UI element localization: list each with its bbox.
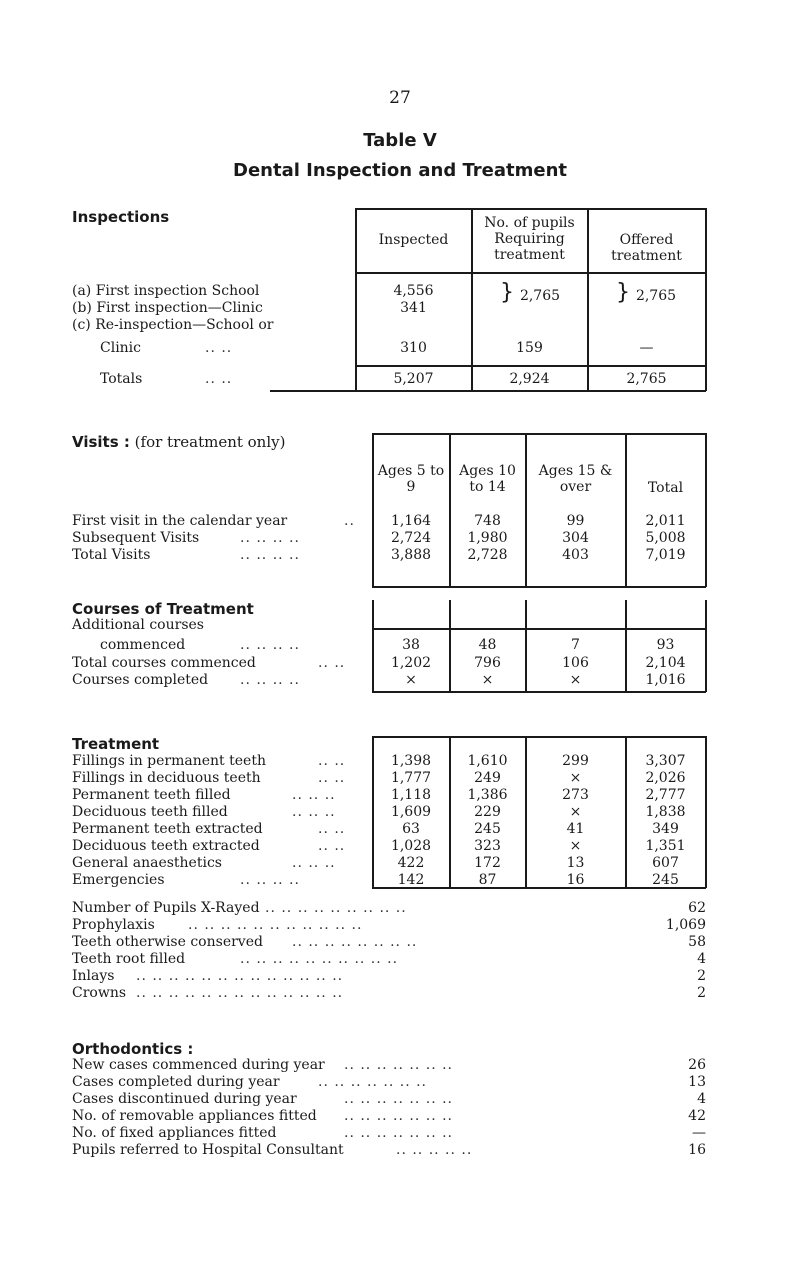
leader-dots: .. .. (318, 655, 346, 671)
inspections-totals-rule (355, 365, 706, 367)
treatment-row-label: Fillings in permanent teeth (72, 753, 266, 769)
visits-cell: 3,888 (390, 547, 432, 563)
courses-row-label: Total courses commenced (72, 655, 256, 671)
leader-dots: .. .. (318, 838, 346, 854)
treatment-cell: 3,307 (645, 753, 686, 769)
leader-dots: .. .. .. (292, 804, 336, 820)
treatment-cell: 1,610 (467, 753, 508, 769)
visits-row-label: Subsequent Visits (72, 530, 200, 546)
treatment-cell: 1,838 (645, 804, 686, 820)
visits-heading-title: Visits : (72, 433, 130, 451)
courses-cell: 7 (571, 637, 580, 653)
treatment-row-label: Permanent teeth extracted (72, 821, 263, 837)
treatment-cell: 249 (474, 770, 501, 786)
visits-col-header: Ages 15 & over (538, 463, 613, 495)
inspection-cell: 2,765 (519, 288, 561, 304)
courses-cell: 1,016 (645, 672, 686, 688)
courses-cell: × (481, 672, 494, 688)
inspections-col-header: Offered treatment (611, 232, 682, 264)
brace-icon: } (500, 280, 514, 305)
treatment-cell: 2,026 (645, 770, 686, 786)
visits-cell: 304 (562, 530, 589, 546)
visits-bottom-rule (372, 586, 706, 588)
inspection-row-label: (a) First inspection School (72, 283, 260, 299)
courses-cell: 1,202 (390, 655, 432, 671)
other-item-value: 2 (697, 968, 706, 984)
orthodontics-item-value: 26 (688, 1057, 706, 1073)
treatment-cell: 172 (474, 855, 501, 871)
inspection-cell: 341 (400, 300, 427, 316)
totals-cell: 2,765 (626, 371, 667, 387)
visits-cell: 1,980 (467, 530, 508, 546)
treatment-row-label: Fillings in deciduous teeth (72, 770, 261, 786)
inspections-col-divider (705, 208, 707, 391)
visits-col-header: Ages 5 to 9 (377, 463, 445, 495)
leader-dots: .. .. .. .. .. .. .. (318, 1074, 428, 1090)
totals-cell: 5,207 (393, 371, 434, 387)
leader-dots: .. .. (318, 753, 346, 769)
visits-cell: 2,728 (467, 547, 508, 563)
visits-col-header: Ages 10 to 14 (459, 463, 516, 495)
orthodontics-item-value: — (692, 1125, 706, 1141)
orthodontics-item-value: 42 (688, 1108, 706, 1124)
courses-col-divider (705, 600, 707, 692)
leader-dots: .. .. .. .. (240, 637, 300, 653)
leader-dots: .. .. .. .. .. .. .. (344, 1125, 454, 1141)
treatment-col-divider (705, 736, 707, 888)
courses-row-label: Additional courses (72, 617, 204, 633)
treatment-cell: 245 (474, 821, 501, 837)
treatment-cell: 607 (652, 855, 679, 871)
visits-heading (72, 433, 285, 451)
leader-dots: .. .. .. .. .. .. .. .. .. .. .. .. .. (136, 968, 344, 984)
treatment-cell: 1,386 (467, 787, 508, 803)
orthodontics-heading: Orthodontics : (72, 1040, 194, 1058)
page-number: 27 (389, 88, 411, 108)
leader-dots: .. .. .. .. .. .. .. .. .. .. (240, 951, 399, 967)
visits-col-divider (525, 433, 527, 587)
other-item-label: Teeth otherwise conserved (72, 934, 263, 950)
other-item-label: Inlays (72, 968, 115, 984)
treatment-cell: 1,118 (390, 787, 432, 803)
other-item-label: Number of Pupils X-Rayed (72, 900, 260, 916)
inspection-row-label: (b) First inspection—Clinic (72, 300, 263, 316)
treatment-cell: 1,777 (390, 770, 432, 786)
visits-col-header: Total (647, 480, 684, 496)
visits-cell: 99 (566, 513, 585, 529)
treatment-cell: 1,028 (390, 838, 432, 854)
leader-dots: .. .. (318, 770, 346, 786)
visits-top-rule (372, 433, 706, 435)
other-item-label: Teeth root filled (72, 951, 186, 967)
treatment-cell: 422 (397, 855, 425, 871)
leader-dots: .. .. .. .. .. .. .. (344, 1108, 454, 1124)
visits-cell: 403 (562, 547, 589, 563)
courses-row-label: Courses completed (72, 672, 209, 688)
leader-dots: .. .. .. .. .. .. .. .. .. .. .. .. .. (136, 985, 344, 1001)
treatment-cell: 2,777 (645, 787, 686, 803)
treatment-cell: 16 (566, 872, 585, 888)
visits-heading-note: (for treatment only) (134, 433, 286, 451)
visits-col-divider (372, 433, 374, 587)
inspection-cell: 159 (516, 340, 543, 356)
courses-row-label: commenced (100, 637, 186, 653)
treatment-cell: 1,609 (390, 804, 432, 820)
treatment-top-rule (372, 736, 706, 738)
leader-dots: .. (344, 513, 355, 529)
visits-cell: 2,724 (390, 530, 432, 546)
treatment-row-label: Permanent teeth filled (72, 787, 231, 803)
inspection-row-label: (c) Re-inspection—School or (72, 317, 274, 333)
courses-cell: 106 (562, 655, 589, 671)
other-item-value: 58 (688, 934, 706, 950)
visits-cell: 1,164 (390, 513, 432, 529)
treatment-cell: 41 (566, 821, 585, 837)
visits-cell: 5,008 (645, 530, 686, 546)
courses-top-rule (372, 628, 706, 630)
other-item-label: Crowns (72, 985, 127, 1001)
brace-icon: } (616, 280, 630, 305)
courses-cell: × (569, 672, 582, 688)
visits-row-label: First visit in the calendar year (72, 513, 288, 529)
totals-cell: 2,924 (509, 371, 550, 387)
orthodontics-item-value: 16 (688, 1142, 706, 1158)
treatment-heading: Treatment (72, 735, 160, 753)
orthodontics-item-label: No. of fixed appliances fitted (72, 1125, 277, 1141)
leader-dots: .. .. .. .. .. .. .. .. .. .. .. (188, 917, 363, 933)
leader-dots: .. .. .. (292, 855, 336, 871)
treatment-row-label: Emergencies (72, 872, 165, 888)
visits-cell: 2,011 (645, 513, 686, 529)
inspections-top-rule (355, 208, 706, 210)
treatment-cell: 1,351 (645, 838, 686, 854)
orthodontics-item-label: Cases discontinued during year (72, 1091, 297, 1107)
visits-row-label: Total Visits (72, 547, 151, 563)
leader-dots: .. .. .. .. (240, 547, 300, 563)
leader-dots: .. .. .. .. .. (396, 1142, 473, 1158)
courses-cell: 2,104 (645, 655, 686, 671)
orthodontics-item-value: 4 (697, 1091, 706, 1107)
courses-heading: Courses of Treatment (72, 600, 254, 618)
table-title: Table V (363, 130, 437, 151)
inspections-col-header: Inspected (378, 232, 449, 248)
courses-cell: 38 (402, 637, 420, 653)
leader-dots: .. .. .. .. .. .. .. (344, 1091, 454, 1107)
other-item-label: Prophylaxis (72, 917, 155, 933)
leader-dots: .. .. .. .. .. .. .. (344, 1057, 454, 1073)
orthodontics-item-value: 13 (688, 1074, 706, 1090)
leader-dots: .. .. .. .. (240, 872, 300, 888)
courses-cell: 48 (478, 637, 497, 653)
visits-col-divider (449, 433, 451, 587)
treatment-cell: 349 (652, 821, 679, 837)
inspection-cell: 4,556 (393, 283, 434, 299)
other-item-value: 1,069 (665, 917, 706, 933)
leader-dots: .. .. (205, 371, 233, 387)
inspections-bottom-rule (270, 390, 706, 392)
visits-col-divider (625, 433, 627, 587)
leader-dots: .. .. .. .. (240, 672, 300, 688)
inspection-cell: 310 (400, 340, 427, 356)
inspection-cell: 2,765 (635, 288, 677, 304)
inspection-row-label: Clinic (100, 340, 142, 356)
treatment-row-label: Deciduous teeth extracted (72, 838, 260, 854)
other-item-value: 62 (688, 900, 706, 916)
leader-dots: .. .. (318, 821, 346, 837)
inspections-heading: Inspections (72, 208, 170, 226)
treatment-cell: 87 (478, 872, 497, 888)
totals-label: Totals (100, 371, 143, 387)
courses-bottom-rule (372, 691, 706, 693)
treatment-cell: 229 (474, 804, 501, 820)
treatment-row-label: Deciduous teeth filled (72, 804, 228, 820)
treatment-cell: 299 (562, 753, 589, 769)
treatment-cell: × (569, 770, 582, 786)
treatment-cell: 245 (652, 872, 679, 888)
inspections-header-rule (355, 272, 706, 274)
orthodontics-item-label: New cases commenced during year (72, 1057, 325, 1073)
orthodontics-item-label: Pupils referred to Hospital Consultant (72, 1142, 344, 1158)
inspection-cell: — (639, 340, 654, 356)
treatment-cell: 142 (397, 872, 425, 888)
leader-dots: .. .. (205, 340, 233, 356)
inspections-col-header: No. of pupils Requiring treatment (484, 215, 575, 263)
leader-dots: .. .. .. (292, 787, 336, 803)
visits-col-divider (705, 433, 707, 587)
treatment-cell: 273 (562, 787, 589, 803)
courses-cell: × (405, 672, 417, 688)
leader-dots: .. .. .. .. (240, 530, 300, 546)
visits-cell: 7,019 (645, 547, 686, 563)
other-item-value: 2 (697, 985, 706, 1001)
treatment-cell: 63 (402, 821, 420, 837)
orthodontics-item-label: No. of removable appliances fitted (72, 1108, 317, 1124)
treatment-cell: × (569, 838, 582, 854)
courses-cell: 796 (474, 655, 501, 671)
treatment-cell: 323 (474, 838, 501, 854)
treatment-cell: 13 (566, 855, 585, 871)
treatment-cell: 1,398 (390, 753, 432, 769)
leader-dots: .. .. .. .. .. .. .. .. .. (265, 900, 407, 916)
treatment-cell: × (569, 804, 582, 820)
treatment-row-label: General anaesthetics (72, 855, 222, 871)
other-item-value: 4 (697, 951, 706, 967)
orthodontics-item-label: Cases completed during year (72, 1074, 280, 1090)
visits-cell: 748 (474, 513, 501, 529)
table-subtitle: Dental Inspection and Treatment (233, 160, 567, 181)
courses-cell: 93 (656, 637, 675, 653)
leader-dots: .. .. .. .. .. .. .. .. (292, 934, 418, 950)
